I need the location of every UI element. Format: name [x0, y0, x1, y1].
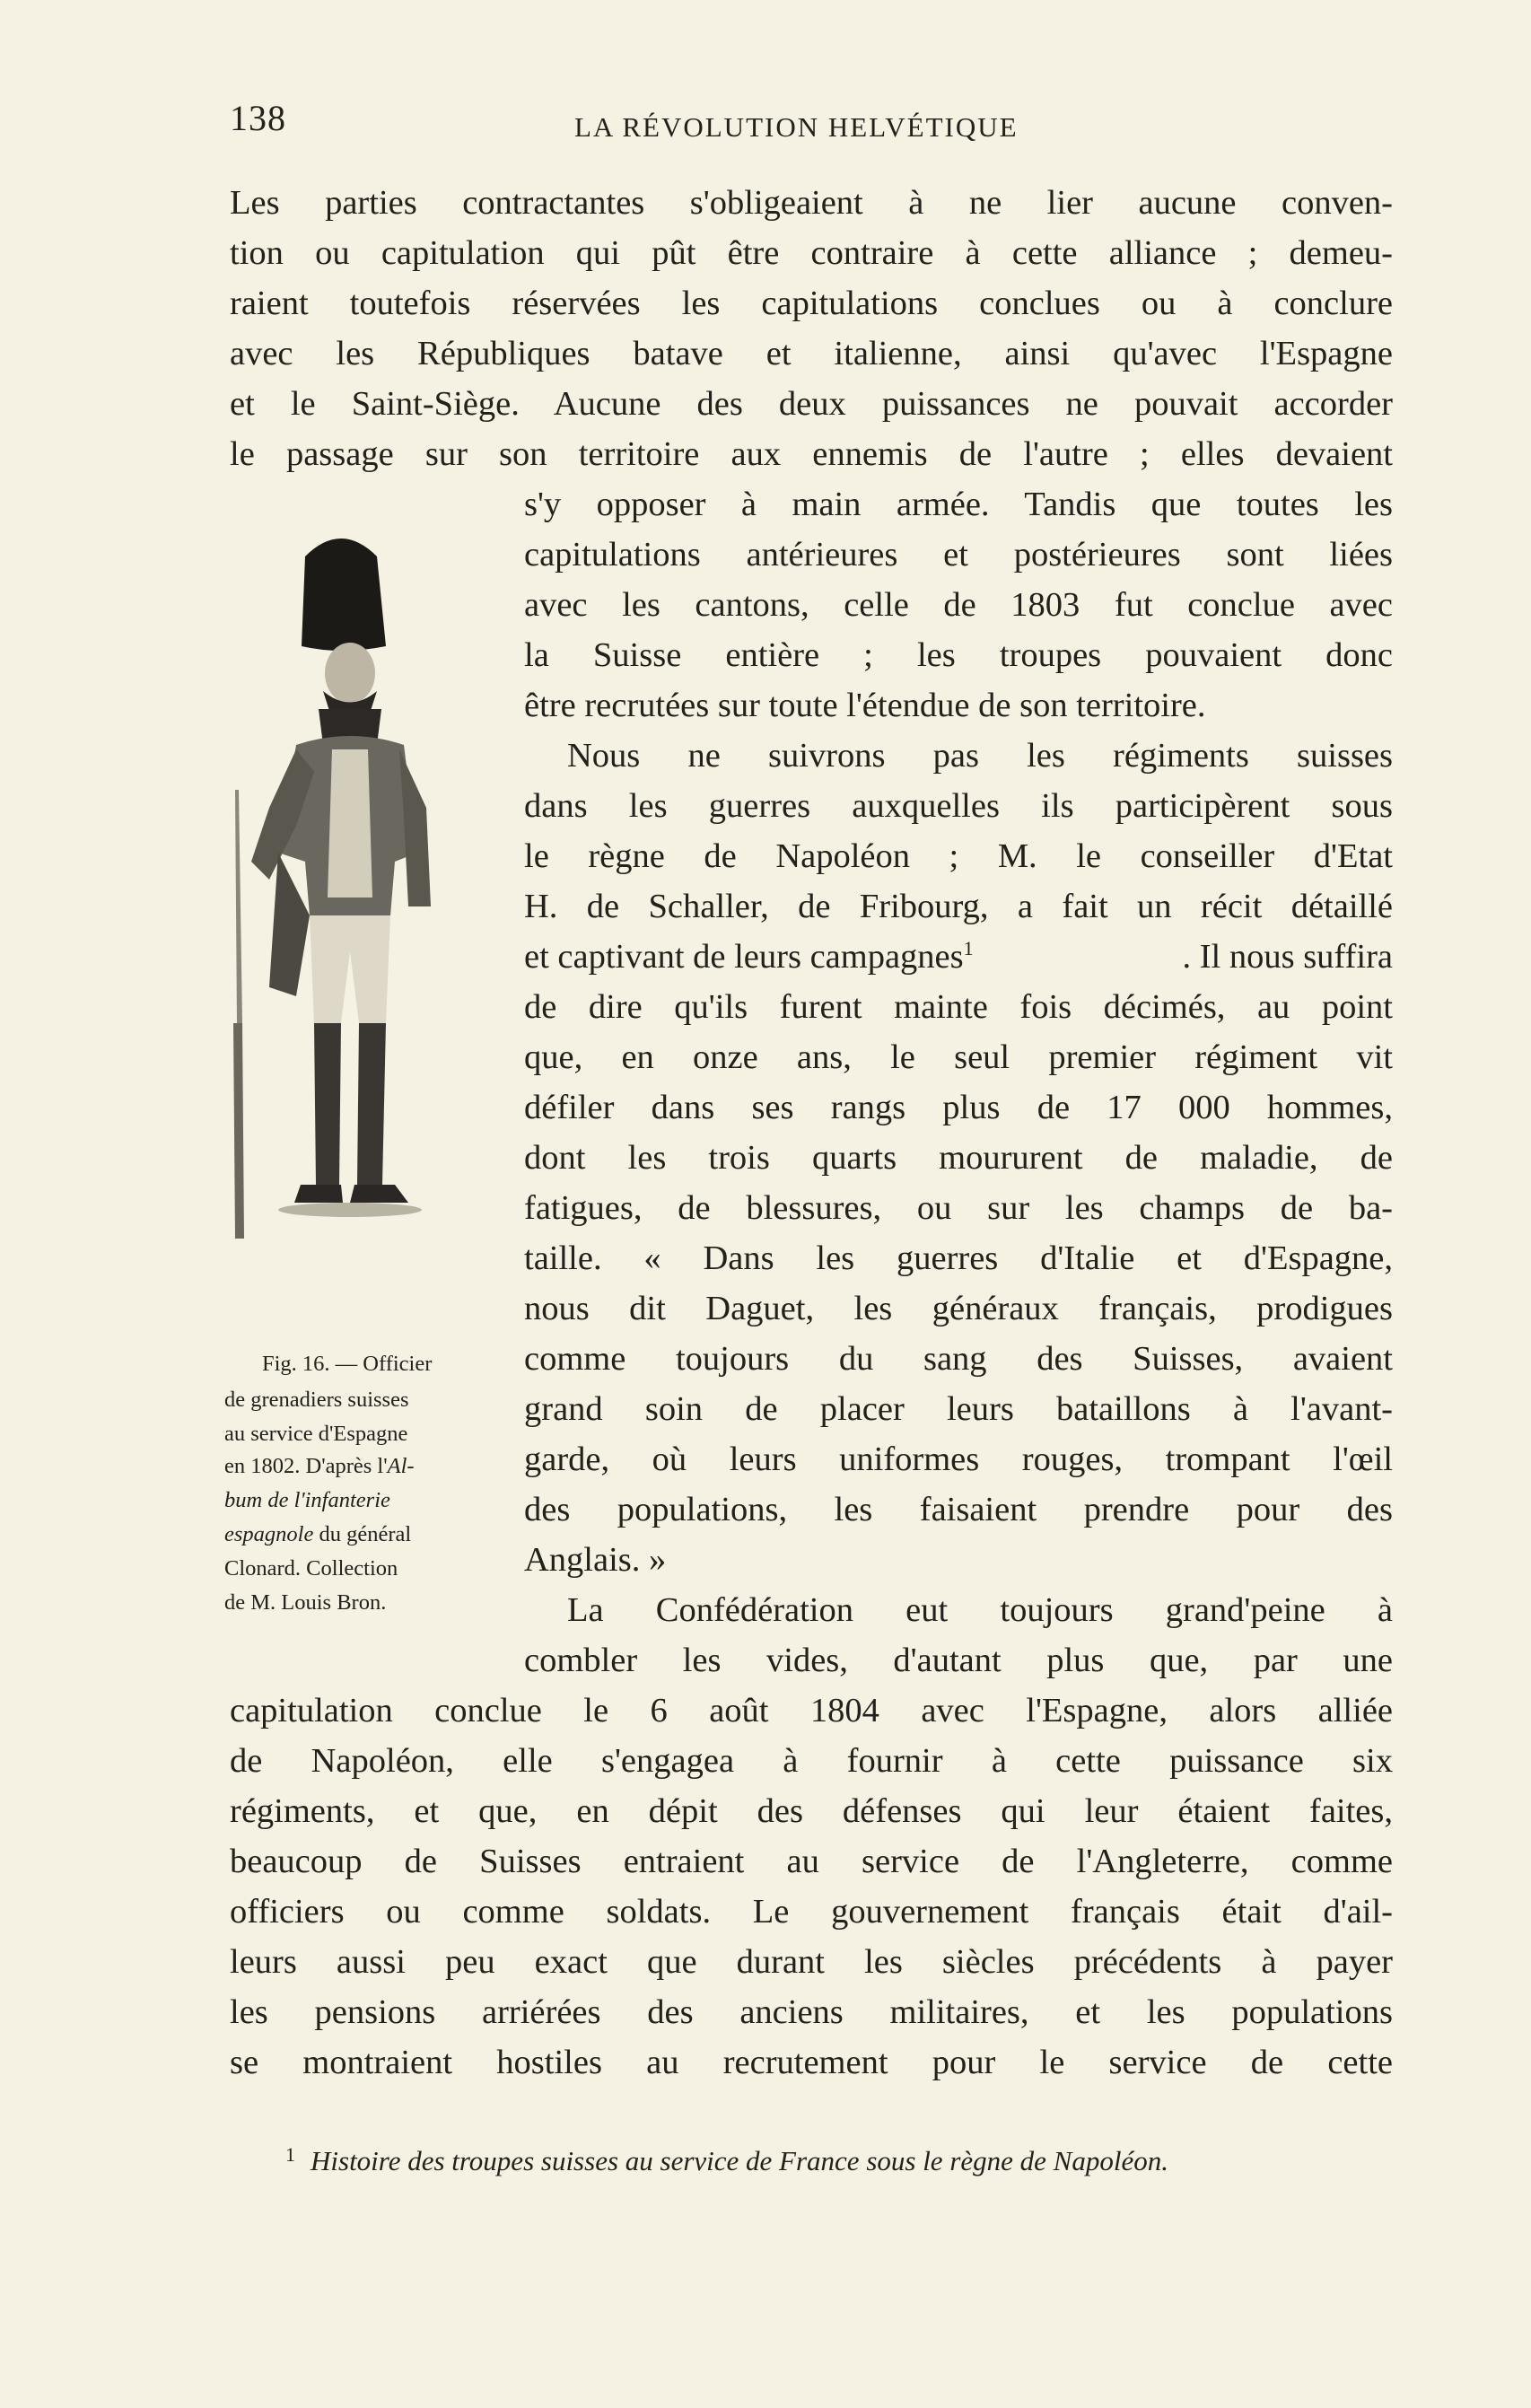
running-title: LA RÉVOLUTION HELVÉTIQUE — [574, 111, 1019, 143]
body-line: Nous ne suivrons pas les régiments suisses — [567, 737, 1393, 775]
body-line: régiments, et que, en dépit des défenses qui leur étaient faites, — [230, 1792, 1393, 1830]
figure-caption-line — [224, 1488, 390, 1513]
body-line: La Confédération eut toujours grand'peine à — [567, 1591, 1393, 1629]
body-line: le règne de Napoléon ; M. le conseiller d'Etat — [524, 837, 1393, 875]
body-line: que, en onze ans, le seul premier régiment vit — [524, 1038, 1393, 1076]
body-line: les pensions arriérées des anciens militaires, et les populations — [230, 1993, 1393, 2031]
body-line: H. de Schaller, de Fribourg, a fait un récit détaillé — [524, 888, 1393, 925]
footnote-ref: 1 — [963, 937, 974, 960]
figure-caption-line — [224, 1522, 411, 1547]
body-line — [524, 937, 1393, 976]
figure-caption-line: de grenadiers suisses — [224, 1388, 409, 1412]
grenadier-officer-illustration — [215, 521, 467, 1328]
body-line: taille. « Dans les guerres d'Italie et d'Espagne, — [524, 1239, 1393, 1277]
body-line: défiler dans ses rangs plus de 17 000 hommes, — [524, 1089, 1393, 1126]
body-line: capitulations antérieures et postérieures sont liées — [524, 536, 1393, 574]
body-line: être recrutées sur toute l'étendue de son territoire. — [524, 687, 1206, 724]
body-line: nous dit Daguet, les généraux français, prodigues — [524, 1290, 1393, 1327]
body-line: tion ou capitulation qui pût être contraire à cette alliance ; demeu- — [230, 234, 1393, 272]
body-line: raient toutefois réservées les capitulations conclues ou à conclure — [230, 285, 1393, 322]
body-line: Les parties contractantes s'obligeaient à ne lier aucune conven- — [230, 184, 1393, 222]
body-line: combler les vides, d'autant plus que, par une — [524, 1642, 1393, 1679]
body-line: de Napoléon, elle s'engagea à fournir à cette puissance six — [230, 1742, 1393, 1780]
caption-italic: bum de l'infanterie — [224, 1488, 390, 1512]
body-line: avec les cantons, celle de 1803 fut conclue avec — [524, 586, 1393, 624]
body-line: et le Saint-Siège. Aucune des deux puissances ne pouvait accorder — [230, 385, 1393, 423]
caption-italic: Al- — [387, 1454, 415, 1478]
figure-caption-line: Clonard. Collection — [224, 1556, 398, 1581]
body-line: garde, où leurs uniformes rouges, trompant l'œil — [524, 1440, 1393, 1478]
body-line: fatigues, de blessures, ou sur les champs de ba- — [524, 1189, 1393, 1227]
body-line: le passage sur son territoire aux ennemis de l'autre ; elles devaient — [230, 435, 1393, 473]
body-line-tail: . Il nous suffira — [1182, 938, 1393, 976]
caption-text: du général — [313, 1522, 412, 1546]
footnote-text: Histoire des troupes suisses au service de France sous le règne de Napoléon. — [311, 2145, 1168, 2176]
body-line: officiers ou comme soldats. Le gouvernement français était d'ail- — [230, 1893, 1393, 1931]
figure-caption-line: au service d'Espagne — [224, 1422, 408, 1446]
page-number: 138 — [230, 98, 286, 138]
body-line: leurs aussi peu exact que durant les siècles précédents à payer — [230, 1943, 1393, 1981]
body-line: comme toujours du sang des Suisses, avaient — [524, 1340, 1393, 1378]
body-line: la Suisse entière ; les troupes pouvaient donc — [524, 636, 1393, 674]
body-line: capitulation conclue le 6 août 1804 avec l'Espagne, alors alliée — [230, 1692, 1393, 1729]
body-line-head: et captivant de leurs campagnes$^1$ — [524, 937, 974, 976]
body-line: se montraient hostiles au recrutement pour le service de cette — [230, 2044, 1393, 2081]
body-line: s'y opposer à main armée. Tandis que toutes les — [524, 486, 1393, 523]
caption-text: en 1802. D'après l' — [224, 1454, 388, 1478]
body-line: de dire qu'ils furent mainte fois décimés, au point — [524, 988, 1393, 1026]
body-line: Anglais. » — [524, 1541, 667, 1579]
body-line: dans les guerres auxquelles ils participèrent sous — [524, 787, 1393, 825]
figure-caption-line: Fig. 16. — Officier — [262, 1352, 433, 1376]
figure-caption-line — [224, 1454, 415, 1479]
figure-caption-line: de M. Louis Bron. — [224, 1590, 387, 1615]
footnote-mark: 1 — [285, 2143, 295, 2166]
body-line: avec les Républiques batave et italienne, ainsi qu'avec l'Espagne — [230, 335, 1393, 372]
body-line: des populations, les faisaient prendre pour des — [524, 1491, 1393, 1528]
body-line: beaucoup de Suisses entraient au service de l'Angleterre, comme — [230, 1843, 1393, 1880]
caption-italic: espagnole — [224, 1522, 314, 1546]
body-line: grand soin de placer leurs bataillons à l'avant- — [524, 1390, 1393, 1428]
body-line: dont les trois quarts moururent de maladie, de — [524, 1139, 1393, 1177]
